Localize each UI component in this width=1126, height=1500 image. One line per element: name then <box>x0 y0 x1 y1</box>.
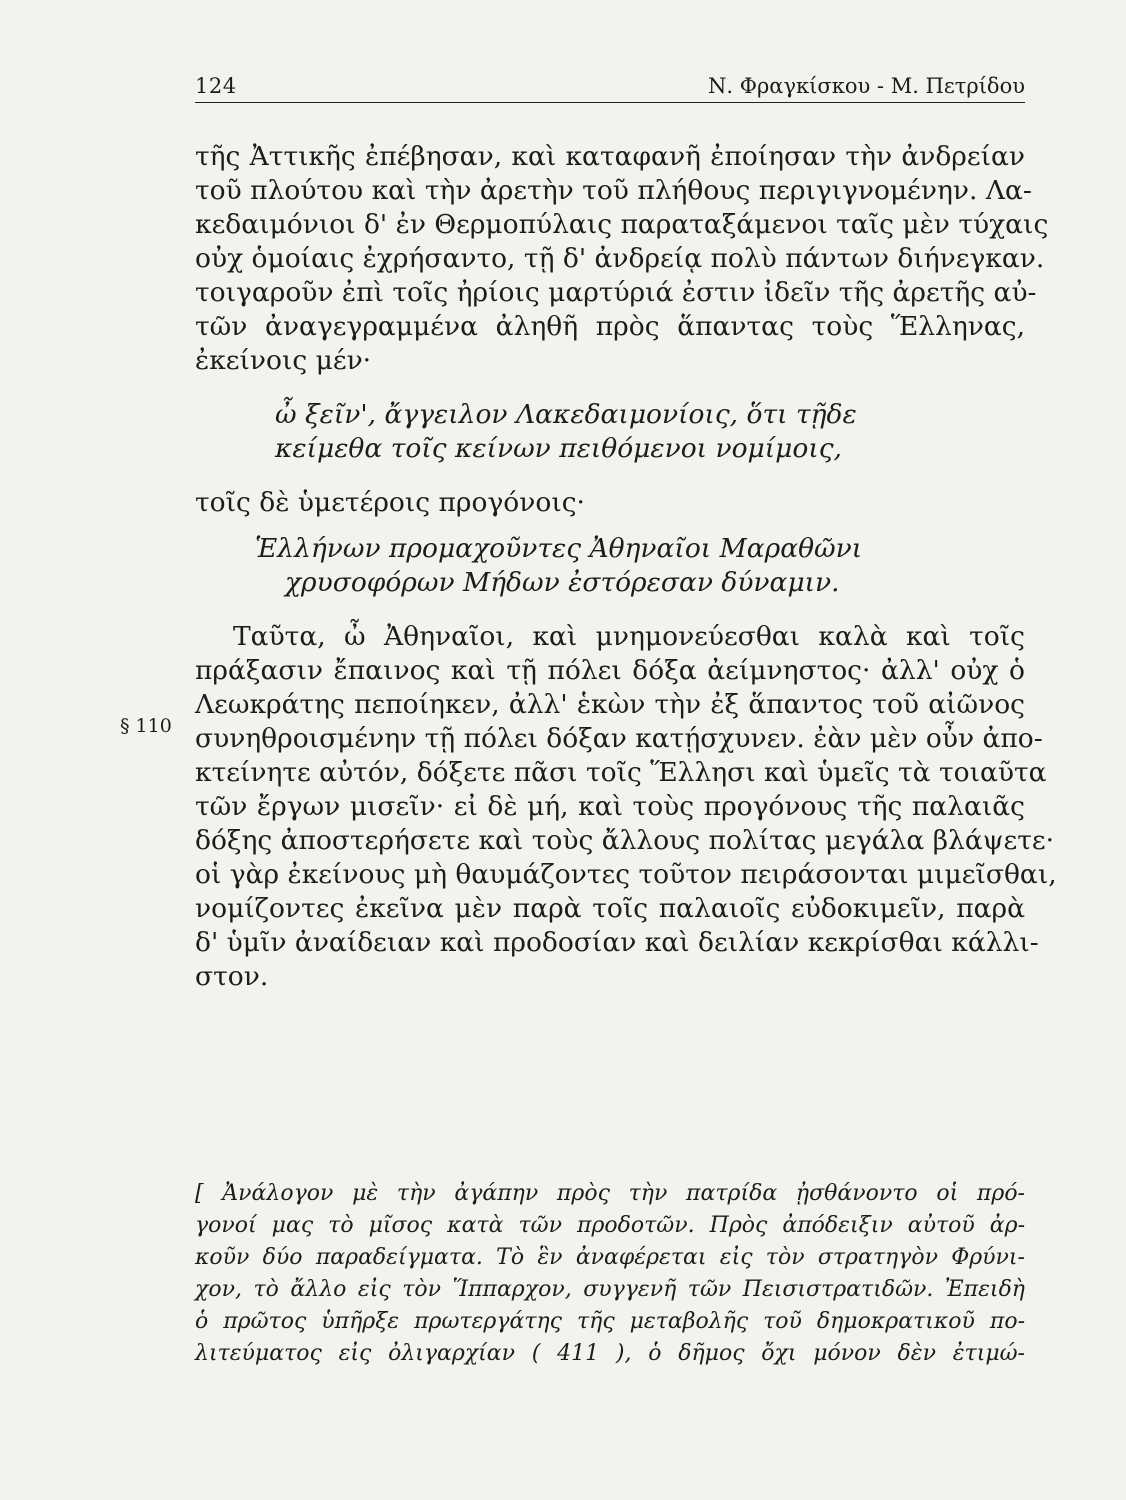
text-line: πράξασιν ἔπαινος καὶ τῇ πόλει δόξα ἀείμνηστος· ἀλλ' οὐχ ὁ <box>195 655 1025 686</box>
note-line: χον, τὸ ἄλλο εἰς τὸν Ἵππαρχον, συγγενῆ τῶν Πεισιστρατιδῶν. Ἐπειδὴ <box>195 1277 1025 1302</box>
commentary-note <box>195 1178 1025 1370</box>
text-line: δ' ὑμῖν ἀναίδειαν καὶ προδοσίαν καὶ δειλίαν κεκρίσθαι κάλλι- <box>195 927 1039 958</box>
note-line: λιτεύματος εἰς ὀλιγαρχίαν ( 411 ), ὁ δῆμος ὄχι μόνον δὲν ἐτιμώ- <box>195 1341 1025 1366</box>
text-line: τῶν ἔργων μισεῖν· εἰ δὲ μή, καὶ τοὺς προγόνους τῆς παλαιᾶς <box>195 791 1025 822</box>
text-line: Ταῦτα, ὦ Ἀθηναῖοι, καὶ μνημονεύεσθαι καλὰ καὶ τοῖς <box>233 621 1025 652</box>
text-line: τῶν ἀναγεγραμμένα ἀληθῆ πρὸς ἅπαντας τοὺς Ἕλληνας, <box>195 311 1025 342</box>
verse-line: κείμεθα τοῖς κείνων πειθόμενοι νομίμοις, <box>275 433 842 464</box>
verse-line: ὦ ξεῖν', ἄγγειλον Λακεδαιμονίοις, ὅτι τῇδε <box>275 399 857 430</box>
main-text <box>195 140 1057 994</box>
epigram-thermopylae <box>195 398 1025 466</box>
verse-line: χρυσοφόρων Μήδων ἐστόρεσαν δύναμιν. <box>285 567 840 598</box>
note-line: [ Ἀνάλογον μὲ τὴν ἀγάπην πρὸς τὴν πατρίδα ᾐσθάνοντο οἱ πρό- <box>195 1181 1025 1206</box>
text-line: Λεωκράτης πεποίηκεν, ἀλλ' ἑκὼν τὴν ἐξ ἅπαντος τοῦ αἰῶνος <box>195 689 1025 720</box>
running-head: Ν. Φραγκίσκου - Μ. Πετρίδου <box>708 74 1025 98</box>
epigram-marathon <box>195 532 1025 600</box>
note-line: γονοί μας τὸ μῖσος κατὰ τῶν προδοτῶν. Πρὸς ἀπόδειξιν αὐτοῦ ἀρ- <box>195 1213 1025 1238</box>
text-line: τῆς Ἀττικῆς ἐπέβησαν, καὶ καταφανῆ ἐποίησαν τὴν ἀνδρείαν <box>195 141 1025 172</box>
text-line: οὐχ ὁμοίαις ἐχρήσαντο, τῇ δ' ἀνδρείᾳ πολὺ πάντων διήνεγκαν. <box>195 243 1045 274</box>
text-line: ἐκείνοις μέν· <box>195 345 372 376</box>
text-line: δόξης ἀποστερήσετε καὶ τοὺς ἄλλους πολίτας μεγάλα βλάψετε· <box>195 825 1055 856</box>
text-line: τοῖς δὲ ὑμετέροις προγόνοις· <box>195 487 585 518</box>
text-line: τοῦ πλούτου καὶ τὴν ἀρετὴν τοῦ πλήθους περιγιγνομένην. Λα- <box>195 175 1032 206</box>
note-line: ὁ πρῶτος ὑπῆρξε πρωτεργάτης τῆς μεταβολῆς τοῦ δημοκρατικοῦ πο- <box>195 1309 1025 1334</box>
text-line: κτείνητε αὐτόν, δόξετε πᾶσι τοῖς Ἕλλησι καὶ ὑμεῖς τὰ τοιαῦτα <box>195 757 1047 788</box>
page-header <box>195 70 1025 103</box>
section-number: § 110 <box>120 715 172 737</box>
note-line: κοῦν δύο παραδείγματα. Τὸ ἓν ἀναφέρεται εἰς τὸν στρατηγὸν Φρύνι- <box>195 1245 1025 1270</box>
text-line: τοιγαροῦν ἐπὶ τοῖς ἠρίοις μαρτύριά ἐστιν ἰδεῖν τῆς ἀρετῆς αὐ- <box>195 277 1037 308</box>
text-line: νομίζοντες ἐκεῖνα μὲν παρὰ τοῖς παλαιοῖς εὐδοκιμεῖν, παρὰ <box>195 893 1025 924</box>
paragraph-110 <box>195 620 1057 994</box>
text-line: συνηθροισμένην τῇ πόλει δόξαν κατῄσχυνεν. ἐὰν μὲν οὖν ἀπο- <box>195 723 1043 754</box>
text-line: οἱ γὰρ ἐκείνους μὴ θαυμάζοντες τοῦτον πειράσονται μιμεῖσθαι, <box>195 859 1057 890</box>
verse-line: Ἑλλήνων προμαχοῦντες Ἀθηναῖοι Μαραθῶνι <box>255 533 863 564</box>
text-line: κεδαιμόνιοι δ' ἐν Θερμοπύλαις παραταξάμενοι ταῖς μὲν τύχαις <box>195 209 1049 240</box>
text-line: στον. <box>195 961 269 992</box>
page-number: 124 <box>195 74 237 98</box>
